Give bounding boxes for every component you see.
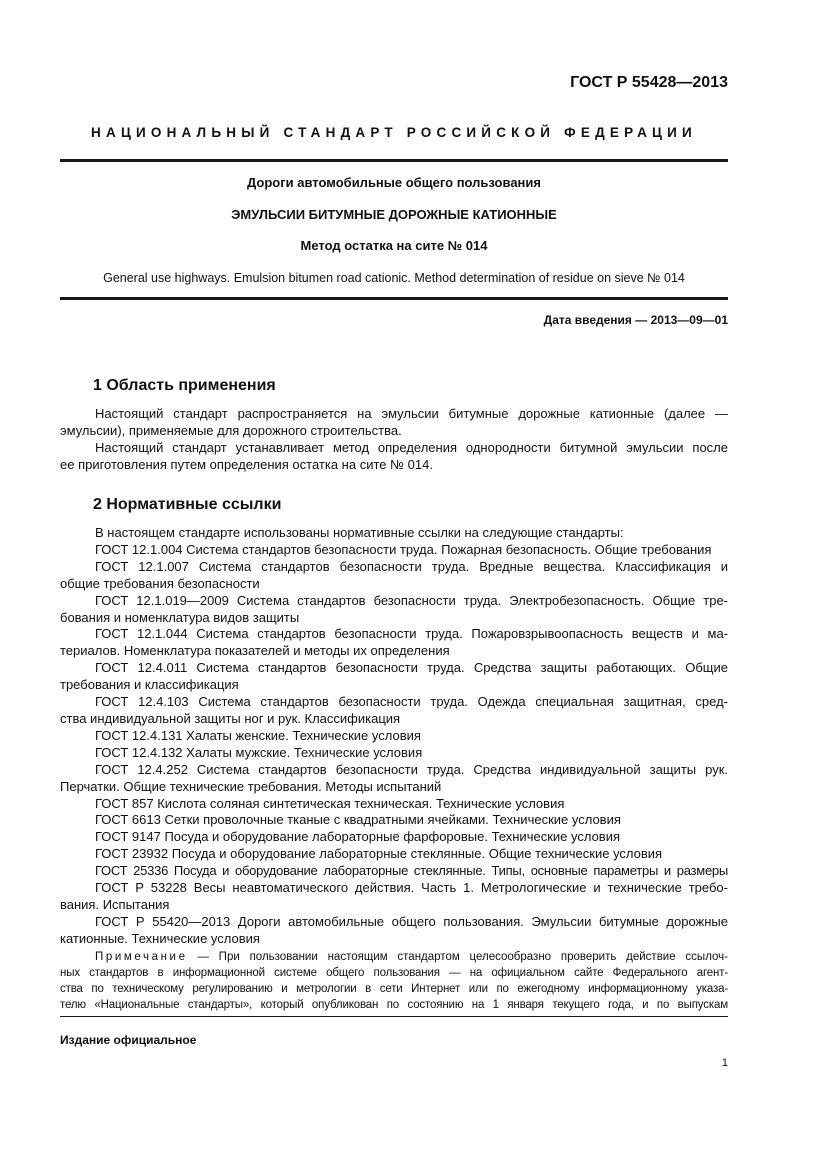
text-line: ГОСТ 6613 Сетки проволочные тканые с квадратными ячейками. Технические условия [95,812,621,828]
text-line: ГОСТ 12.4.252 Система стандартов безопасности труда. Средства индивидуальной защиты рук. [95,761,728,777]
note-line: ных стандартов в информационной системе общего пользования — на официальном сайте Федерального агент- [60,967,728,979]
note-block [60,949,728,1013]
text-line: ГОСТ 12.1.007 Система стандартов безопасности труда. Вредные вещества. Классификация и [95,558,728,574]
text-line: ГОСТ 12.4.132 Халаты мужские. Технические условия [95,744,423,760]
text-line: ГОСТ 9147 Посуда и оборудование лабораторные фарфоровые. Технические условия [95,829,621,845]
page-number: 1 [721,1057,728,1069]
header-rule [60,159,728,162]
section-1-body [60,406,728,474]
text-line: ГОСТ 23932 Посуда и оборудование лабораторные стеклянные. Общие технические условия [95,846,663,862]
text-line: ГОСТ Р 55420—2013 Дороги автомобильные общего пользования. Эмульсии битумные дорожные [95,913,728,929]
text-line: ГОСТ 12.1.044 Система стандартов безопасности труда. Пожаровзрывоопасность веществ и ма- [95,626,728,642]
title-line-2: ЭМУЛЬСИИ БИТУМНЫЕ ДОРОЖНЫЕ КАТИОННЫЕ [231,207,557,222]
text-line: катионные. Технические условия [60,930,260,946]
text-line: ГОСТ 12.4.011 Система стандартов безопасности труда. Средства защиты работающих. Общие [95,660,728,676]
note-line [60,949,728,965]
document-number: ГОСТ Р 55428—2013 [570,74,728,91]
text-line: ГОСТ 12.4.103 Система стандартов безопасности труда. Одежда специальная защитная, сред- [95,694,728,710]
text-line: бования и номенклатура видов защиты [60,609,300,625]
note-text: — При пользовании настоящим стандартом целесообразно проверить действие ссылоч- [187,951,728,963]
text-line: териалов. Номенклатура показателей и методы их определения [60,643,450,659]
text-line: вания. Испытания [60,896,170,912]
text-line: В настоящем стандарте использованы нормативные ссылки на следующие стандарты: [95,525,624,540]
national-standard-banner: НАЦИОНАЛЬНЫЙ СТАНДАРТ РОССИЙСКОЙ ФЕДЕРАЦИИ [91,125,697,140]
text-line: ГОСТ 12.4.131 Халаты женские. Технические условия [95,727,421,743]
section-2-heading: 2 Нормативные ссылки [93,496,282,513]
text-line: ГОСТ 25336 Посуда и оборудование лабораторные стеклянные. Типы, основные параметры и размеры [95,863,728,879]
edition-label: Издание официальное [60,1033,197,1047]
text-line: ГОСТ Р 53228 Весы неавтоматического действия. Часть 1. Метрологические и технические требо- [95,880,728,896]
text-line: ГОСТ 12.1.019—2009 Система стандартов безопасности труда. Электробезопасность. Общие тре- [95,592,728,608]
text-line: эмульсии), применяемые для дорожного строительства. [60,422,402,438]
title-line-3: Метод остатка на сите № 014 [300,238,488,253]
note-line: телю «Национальные стандарты», который опубликован по состоянию на 1 января текущего года, и по выпускам [60,999,728,1011]
introduction-date: Дата введения — 2013—09—01 [543,313,728,327]
section-2-body [60,525,728,948]
english-title: General use highways. Emulsion bitumen road cationic. Method determination of residue on sieve № 014 [103,271,685,285]
section-1-heading: 1 Область применения [93,377,276,394]
note-label: Примечание [95,951,188,963]
note-line: ства по техническому регулированию и метрологии в сети Интернет или по ежегодному информационному указа- [60,983,728,995]
text-line: ства индивидуальной защиты ног и рук. Классификация [60,710,401,726]
text-line: общие требования безопасности [60,575,260,591]
title-line-1: Дороги автомобильные общего пользования [247,175,541,190]
text-line: требования и классификация [60,677,239,693]
footer-rule [60,1016,728,1017]
text-line: ее приготовления путем определения остатка на сите № 014. [60,456,433,472]
text-line: ГОСТ 857 Кислота соляная синтетическая техническая. Технические условия [95,795,565,811]
text-line: Перчатки. Общие технические требования. Методы испытаний [60,778,442,794]
text-line: ГОСТ 12.1.004 Система стандартов безопасности труда. Пожарная безопасность. Общие требования [95,541,712,557]
title-rule [60,297,728,300]
text-line: Настоящий стандарт распространяется на эмульсии битумные дорожные катионные (далее — [95,406,728,421]
text-line: Настоящий стандарт устанавливает метод определения однородности битумной эмульсии после [95,439,728,455]
